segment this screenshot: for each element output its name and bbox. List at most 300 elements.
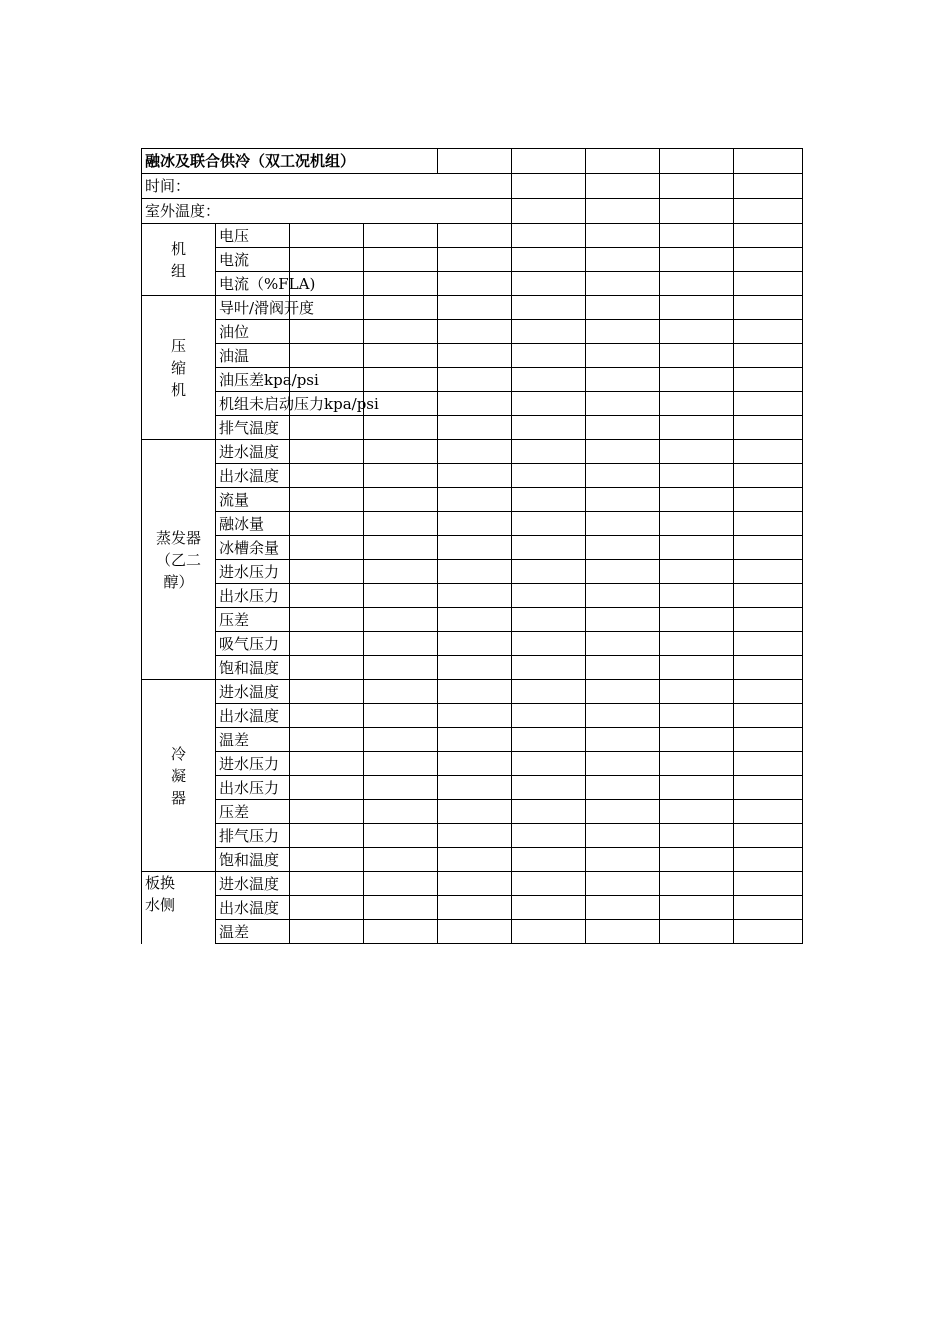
data-cell[interactable] [364, 320, 438, 344]
data-cell[interactable] [660, 752, 734, 776]
item-label-cell [216, 560, 290, 584]
data-cell[interactable] [438, 680, 512, 704]
data-cell[interactable] [364, 728, 438, 752]
item-label: 出水压力 [219, 779, 280, 797]
data-cell[interactable] [512, 149, 586, 174]
table-row [142, 896, 803, 920]
data-cell[interactable] [586, 344, 660, 368]
item-label-cell [216, 488, 290, 512]
data-cell[interactable] [660, 392, 734, 416]
table-row [142, 656, 803, 680]
data-cell[interactable] [586, 896, 660, 920]
data-cell[interactable] [586, 416, 660, 440]
group-label-line: 凝 [170, 766, 186, 785]
data-cell[interactable] [438, 728, 512, 752]
item-label: 冰槽余量 [219, 539, 280, 557]
data-cell[interactable] [586, 608, 660, 632]
data-cell[interactable] [734, 800, 803, 824]
data-cell[interactable] [364, 560, 438, 584]
data-cell[interactable] [438, 440, 512, 464]
table-row [142, 824, 803, 848]
data-cell[interactable] [364, 272, 438, 296]
data-cell[interactable] [364, 776, 438, 800]
data-cell[interactable] [512, 608, 586, 632]
group-label [142, 440, 216, 680]
data-cell[interactable] [438, 608, 512, 632]
item-label: 压差 [219, 803, 250, 821]
item-label: 油温 [219, 347, 250, 365]
table-row [142, 248, 803, 272]
item-label: 融冰量 [219, 515, 265, 533]
group-label-line: 缩 [170, 358, 186, 377]
data-cell[interactable] [660, 872, 734, 896]
data-cell[interactable] [734, 488, 803, 512]
item-label-cell [216, 416, 290, 440]
data-cell[interactable] [586, 464, 660, 488]
data-cell[interactable] [512, 800, 586, 824]
item-label: 机组未启动压力kpa/psi [219, 395, 379, 413]
item-label-cell [216, 896, 290, 920]
data-cell[interactable] [660, 584, 734, 608]
data-cell[interactable] [512, 440, 586, 464]
item-label: 进水温度 [219, 683, 280, 701]
data-cell[interactable] [660, 199, 734, 224]
data-cell[interactable] [364, 752, 438, 776]
item-label: 油压差kpa/psi [219, 371, 319, 389]
table-row [142, 752, 803, 776]
data-cell[interactable] [586, 920, 660, 944]
data-cell[interactable] [438, 920, 512, 944]
data-cell[interactable] [290, 560, 364, 584]
data-cell[interactable] [512, 776, 586, 800]
table-row [142, 800, 803, 824]
item-label: 排气温度 [219, 419, 280, 437]
group-label-line: 板换 [145, 874, 176, 892]
data-cell[interactable] [660, 680, 734, 704]
data-cell[interactable] [438, 224, 512, 248]
data-cell[interactable] [660, 149, 734, 174]
data-cell[interactable] [734, 149, 803, 174]
data-cell[interactable] [290, 776, 364, 800]
data-cell[interactable] [438, 560, 512, 584]
data-cell[interactable] [438, 344, 512, 368]
data-cell[interactable] [512, 704, 586, 728]
data-cell[interactable] [512, 584, 586, 608]
table-row [142, 464, 803, 488]
data-cell[interactable] [290, 512, 364, 536]
data-cell[interactable] [734, 896, 803, 920]
data-cell[interactable] [660, 296, 734, 320]
item-label: 出水温度 [219, 899, 280, 917]
data-cell[interactable] [438, 416, 512, 440]
data-cell[interactable] [586, 199, 660, 224]
data-cell[interactable] [734, 248, 803, 272]
group-label-line: 组 [170, 261, 186, 280]
item-label-cell [216, 464, 290, 488]
data-cell[interactable] [438, 656, 512, 680]
data-cell[interactable] [512, 680, 586, 704]
data-cell[interactable] [290, 536, 364, 560]
data-cell[interactable] [438, 536, 512, 560]
data-cell[interactable] [734, 848, 803, 872]
group-label-line: 蒸发器 [155, 528, 201, 547]
data-cell[interactable] [364, 584, 438, 608]
data-cell[interactable] [364, 872, 438, 896]
data-cell[interactable] [586, 368, 660, 392]
data-cell[interactable] [734, 872, 803, 896]
table-row [142, 872, 803, 896]
data-cell[interactable] [364, 608, 438, 632]
data-cell[interactable] [512, 368, 586, 392]
data-cell[interactable] [512, 896, 586, 920]
data-cell[interactable] [660, 344, 734, 368]
item-label: 出水温度 [219, 707, 280, 725]
data-cell[interactable] [290, 824, 364, 848]
data-cell[interactable] [734, 199, 803, 224]
table-row [142, 584, 803, 608]
data-cell[interactable] [438, 368, 512, 392]
data-cell[interactable] [660, 174, 734, 199]
data-cell[interactable] [660, 464, 734, 488]
data-cell[interactable] [660, 656, 734, 680]
data-cell[interactable] [660, 776, 734, 800]
data-cell[interactable] [734, 174, 803, 199]
item-label-cell [216, 224, 290, 248]
data-cell[interactable] [734, 512, 803, 536]
data-cell[interactable] [290, 488, 364, 512]
data-cell[interactable] [734, 536, 803, 560]
data-cell[interactable] [290, 752, 364, 776]
table-row [142, 632, 803, 656]
data-cell[interactable] [586, 174, 660, 199]
data-cell[interactable] [364, 296, 438, 320]
table-row [142, 199, 803, 224]
data-cell[interactable] [660, 440, 734, 464]
data-cell[interactable] [512, 656, 586, 680]
data-cell[interactable] [734, 680, 803, 704]
data-cell[interactable] [364, 224, 438, 248]
data-cell[interactable] [734, 368, 803, 392]
data-cell[interactable] [290, 920, 364, 944]
item-label: 电流 [219, 251, 250, 269]
group-label [142, 224, 216, 296]
data-cell[interactable] [364, 824, 438, 848]
data-cell[interactable] [586, 272, 660, 296]
table-row [142, 320, 803, 344]
data-cell[interactable] [364, 632, 438, 656]
data-cell[interactable] [512, 416, 586, 440]
data-cell[interactable] [290, 416, 364, 440]
data-cell[interactable] [660, 224, 734, 248]
data-cell[interactable] [734, 272, 803, 296]
table-row [142, 680, 803, 704]
data-cell[interactable] [660, 728, 734, 752]
data-cell[interactable] [512, 488, 586, 512]
group-label-line: （乙二 [155, 550, 201, 569]
data-cell[interactable] [438, 512, 512, 536]
data-cell[interactable] [364, 536, 438, 560]
table-row [142, 296, 803, 320]
data-cell[interactable] [660, 896, 734, 920]
data-cell[interactable] [660, 848, 734, 872]
data-cell[interactable] [512, 728, 586, 752]
data-cell[interactable] [364, 440, 438, 464]
data-cell[interactable] [438, 149, 512, 174]
data-cell[interactable] [734, 824, 803, 848]
data-cell[interactable] [438, 632, 512, 656]
data-cell[interactable] [660, 320, 734, 344]
data-cell[interactable] [290, 224, 364, 248]
data-cell[interactable] [660, 248, 734, 272]
table-row [142, 536, 803, 560]
table-row [142, 488, 803, 512]
group-label [142, 872, 216, 944]
data-cell[interactable] [290, 608, 364, 632]
data-cell[interactable] [512, 392, 586, 416]
data-cell[interactable] [290, 704, 364, 728]
header-row-label: 时间： [142, 174, 512, 199]
data-cell[interactable] [660, 368, 734, 392]
data-cell[interactable] [290, 464, 364, 488]
data-cell[interactable] [438, 704, 512, 728]
data-cell[interactable] [438, 800, 512, 824]
data-cell[interactable] [586, 728, 660, 752]
data-cell[interactable] [290, 584, 364, 608]
data-cell[interactable] [512, 199, 586, 224]
data-cell[interactable] [734, 296, 803, 320]
data-cell[interactable] [512, 464, 586, 488]
data-cell[interactable] [586, 800, 660, 824]
data-cell[interactable] [734, 920, 803, 944]
data-cell[interactable] [290, 632, 364, 656]
data-cell[interactable] [660, 608, 734, 632]
data-cell[interactable] [734, 320, 803, 344]
data-cell[interactable] [364, 896, 438, 920]
item-label-cell [216, 800, 290, 824]
item-label-cell [216, 248, 290, 272]
item-label: 电压 [219, 227, 250, 245]
data-cell[interactable] [734, 752, 803, 776]
data-cell[interactable] [586, 149, 660, 174]
data-cell[interactable] [734, 608, 803, 632]
data-cell[interactable] [364, 512, 438, 536]
data-cell[interactable] [438, 488, 512, 512]
item-label-cell [216, 680, 290, 704]
data-cell[interactable] [660, 704, 734, 728]
item-label: 饱和温度 [219, 851, 280, 869]
data-cell[interactable] [660, 512, 734, 536]
data-cell[interactable] [734, 392, 803, 416]
group-label-line: 器 [170, 788, 186, 807]
data-cell[interactable] [438, 392, 512, 416]
table-row [142, 560, 803, 584]
data-cell[interactable] [734, 776, 803, 800]
data-cell[interactable] [438, 872, 512, 896]
data-cell[interactable] [438, 896, 512, 920]
group-label-line: 机 [170, 380, 186, 399]
data-cell[interactable] [512, 752, 586, 776]
data-cell[interactable] [512, 848, 586, 872]
data-cell[interactable] [586, 680, 660, 704]
data-cell[interactable] [660, 272, 734, 296]
data-cell[interactable] [660, 416, 734, 440]
data-cell[interactable] [290, 656, 364, 680]
data-cell[interactable] [512, 272, 586, 296]
table-row [142, 174, 803, 199]
item-label: 压差 [219, 611, 250, 629]
data-cell[interactable] [586, 512, 660, 536]
item-label: 进水温度 [219, 443, 280, 461]
data-cell[interactable] [586, 872, 660, 896]
item-label: 温差 [219, 731, 250, 749]
item-label: 出水温度 [219, 467, 280, 485]
data-cell[interactable] [364, 488, 438, 512]
group-label [142, 296, 216, 440]
data-cell[interactable] [290, 320, 364, 344]
data-cell[interactable] [660, 800, 734, 824]
data-cell[interactable] [586, 824, 660, 848]
data-cell[interactable] [290, 848, 364, 872]
data-cell[interactable] [660, 632, 734, 656]
data-cell[interactable] [586, 560, 660, 584]
item-label-cell [216, 296, 315, 320]
data-cell[interactable] [660, 560, 734, 584]
data-cell[interactable] [364, 248, 438, 272]
data-cell[interactable] [290, 248, 364, 272]
item-label-cell [216, 392, 379, 416]
item-label-cell [216, 536, 290, 560]
data-cell[interactable] [734, 632, 803, 656]
table-row [142, 848, 803, 872]
data-cell[interactable] [364, 704, 438, 728]
data-cell[interactable] [734, 464, 803, 488]
data-cell[interactable] [586, 848, 660, 872]
data-cell[interactable] [586, 440, 660, 464]
data-cell[interactable] [364, 464, 438, 488]
item-label-cell [216, 368, 319, 392]
data-cell[interactable] [364, 344, 438, 368]
data-cell[interactable] [438, 296, 512, 320]
data-cell[interactable] [512, 174, 586, 199]
data-cell[interactable] [290, 440, 364, 464]
table-row [142, 392, 803, 416]
data-cell[interactable] [512, 512, 586, 536]
data-cell[interactable] [364, 368, 438, 392]
data-cell[interactable] [660, 920, 734, 944]
item-label: 油位 [219, 323, 250, 341]
data-cell[interactable] [512, 872, 586, 896]
data-cell[interactable] [364, 680, 438, 704]
data-cell[interactable] [438, 272, 512, 296]
data-cell[interactable] [290, 800, 364, 824]
data-cell[interactable] [734, 584, 803, 608]
data-cell[interactable] [512, 560, 586, 584]
table-row [142, 272, 803, 296]
item-label-cell [216, 776, 290, 800]
data-cell[interactable] [586, 536, 660, 560]
data-cell[interactable] [438, 464, 512, 488]
item-label: 电流（%FLA) [219, 275, 316, 293]
data-cell[interactable] [512, 224, 586, 248]
data-cell[interactable] [364, 416, 438, 440]
data-cell[interactable] [586, 488, 660, 512]
data-cell[interactable] [734, 560, 803, 584]
item-label-cell [216, 704, 290, 728]
data-cell[interactable] [734, 416, 803, 440]
data-cell[interactable] [290, 896, 364, 920]
data-cell[interactable] [586, 296, 660, 320]
table-row [142, 728, 803, 752]
item-label: 进水温度 [219, 875, 280, 893]
data-cell[interactable] [290, 728, 364, 752]
data-cell[interactable] [734, 728, 803, 752]
data-cell[interactable] [438, 320, 512, 344]
table-row [142, 149, 803, 174]
table-row [142, 608, 803, 632]
data-cell[interactable] [660, 536, 734, 560]
group-label-line: 机 [170, 239, 186, 258]
data-cell[interactable] [512, 344, 586, 368]
data-cell[interactable] [660, 824, 734, 848]
data-cell[interactable] [290, 680, 364, 704]
data-cell[interactable] [586, 656, 660, 680]
data-cell[interactable] [364, 848, 438, 872]
item-label-cell [216, 656, 290, 680]
data-cell[interactable] [512, 536, 586, 560]
data-cell[interactable] [438, 248, 512, 272]
data-cell[interactable] [364, 920, 438, 944]
data-cell[interactable] [734, 344, 803, 368]
data-cell[interactable] [586, 704, 660, 728]
item-label: 进水压力 [219, 755, 280, 773]
data-cell[interactable] [364, 656, 438, 680]
table-row [142, 512, 803, 536]
group-label-line: 冷 [170, 744, 186, 763]
data-cell[interactable] [438, 824, 512, 848]
data-cell[interactable] [438, 848, 512, 872]
data-cell[interactable] [586, 752, 660, 776]
data-cell[interactable] [438, 776, 512, 800]
item-label-cell [216, 752, 290, 776]
data-cell[interactable] [586, 632, 660, 656]
data-cell[interactable] [586, 224, 660, 248]
data-cell[interactable] [512, 632, 586, 656]
data-cell[interactable] [660, 488, 734, 512]
data-cell[interactable] [586, 392, 660, 416]
data-cell[interactable] [734, 224, 803, 248]
data-cell[interactable] [586, 776, 660, 800]
data-cell[interactable] [438, 752, 512, 776]
data-cell[interactable] [512, 248, 586, 272]
item-label: 饱和温度 [219, 659, 280, 677]
data-cell[interactable] [734, 656, 803, 680]
data-cell[interactable] [512, 320, 586, 344]
data-cell[interactable] [512, 920, 586, 944]
data-cell[interactable] [734, 440, 803, 464]
data-cell[interactable] [512, 824, 586, 848]
data-cell[interactable] [586, 584, 660, 608]
header-row-label: 室外温度： [142, 199, 512, 224]
data-cell[interactable] [290, 872, 364, 896]
data-cell[interactable] [512, 296, 586, 320]
item-label: 进水压力 [219, 563, 280, 581]
data-cell[interactable] [438, 584, 512, 608]
data-cell[interactable] [364, 800, 438, 824]
data-cell[interactable] [290, 344, 364, 368]
data-cell[interactable] [586, 320, 660, 344]
data-cell[interactable] [734, 704, 803, 728]
data-cell[interactable] [586, 248, 660, 272]
